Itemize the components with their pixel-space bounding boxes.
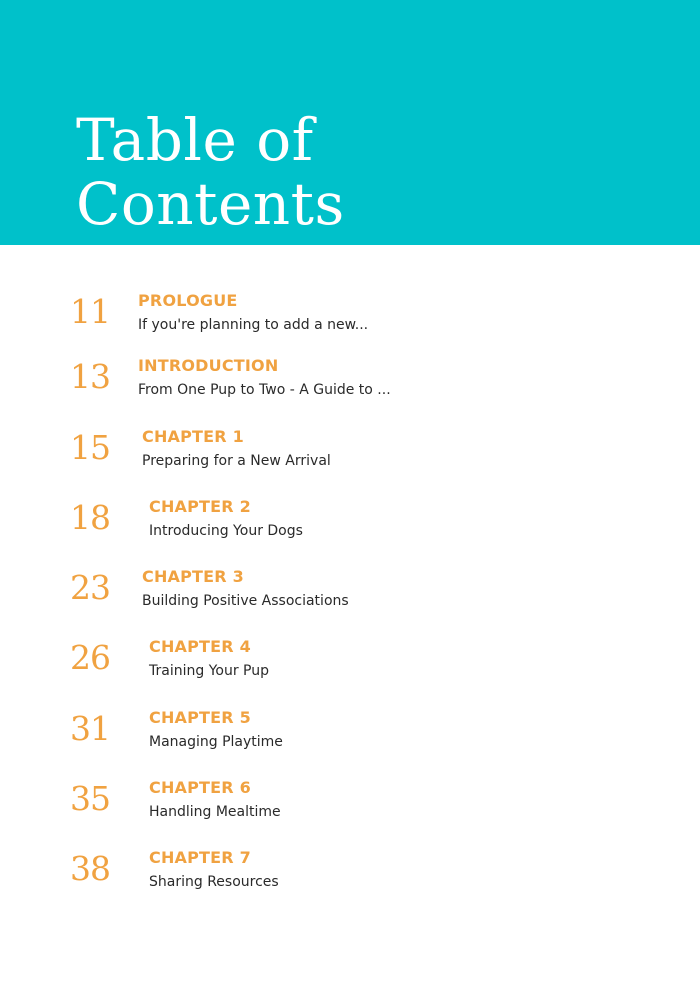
entry-description: Sharing Resources [149,874,279,890]
page-number: 18 [70,498,110,537]
page-number: 23 [70,568,110,607]
page-number: 15 [70,428,110,467]
page-number: 13 [70,357,110,396]
entry-heading: CHAPTER 1 [142,427,244,446]
toc-entry-chapter-2[interactable] [0,497,700,566]
entry-description: Introducing Your Dogs [149,523,303,539]
entry-description: Building Positive Associations [142,593,349,609]
entry-description: If you're planning to add a new... [138,317,369,333]
page-title: Table of Contents [76,106,345,238]
page-number: 35 [70,779,110,818]
entry-heading: INTRODUCTION [138,356,279,375]
entry-heading: CHAPTER 7 [149,848,251,867]
toc-entry-prologue[interactable] [0,291,700,360]
toc-entry-chapter-7[interactable] [0,848,700,917]
page-number: 31 [70,709,110,748]
entry-description: From One Pup to Two - A Guide to ... [138,382,391,398]
toc-entry-introduction[interactable] [0,356,700,425]
entry-heading: CHAPTER 3 [142,567,244,586]
entry-heading: CHAPTER 5 [149,708,251,727]
toc-entry-chapter-4[interactable] [0,637,700,706]
page-number: 38 [70,849,110,888]
entry-description: Managing Playtime [149,734,283,750]
toc-entry-chapter-3[interactable] [0,567,700,636]
header-banner [0,0,700,245]
entry-heading: PROLOGUE [138,291,238,310]
entry-heading: CHAPTER 2 [149,497,251,516]
entry-heading: CHAPTER 6 [149,778,251,797]
toc-entry-chapter-5[interactable] [0,708,700,777]
toc-entry-chapter-1[interactable] [0,427,700,496]
toc-entry-chapter-6[interactable] [0,778,700,847]
entry-description: Preparing for a New Arrival [142,453,331,469]
entry-description: Handling Mealtime [149,804,281,820]
entry-heading: CHAPTER 4 [149,637,251,656]
page-number: 11 [70,292,110,331]
entry-description: Training Your Pup [149,663,269,679]
page-number: 26 [70,638,110,677]
